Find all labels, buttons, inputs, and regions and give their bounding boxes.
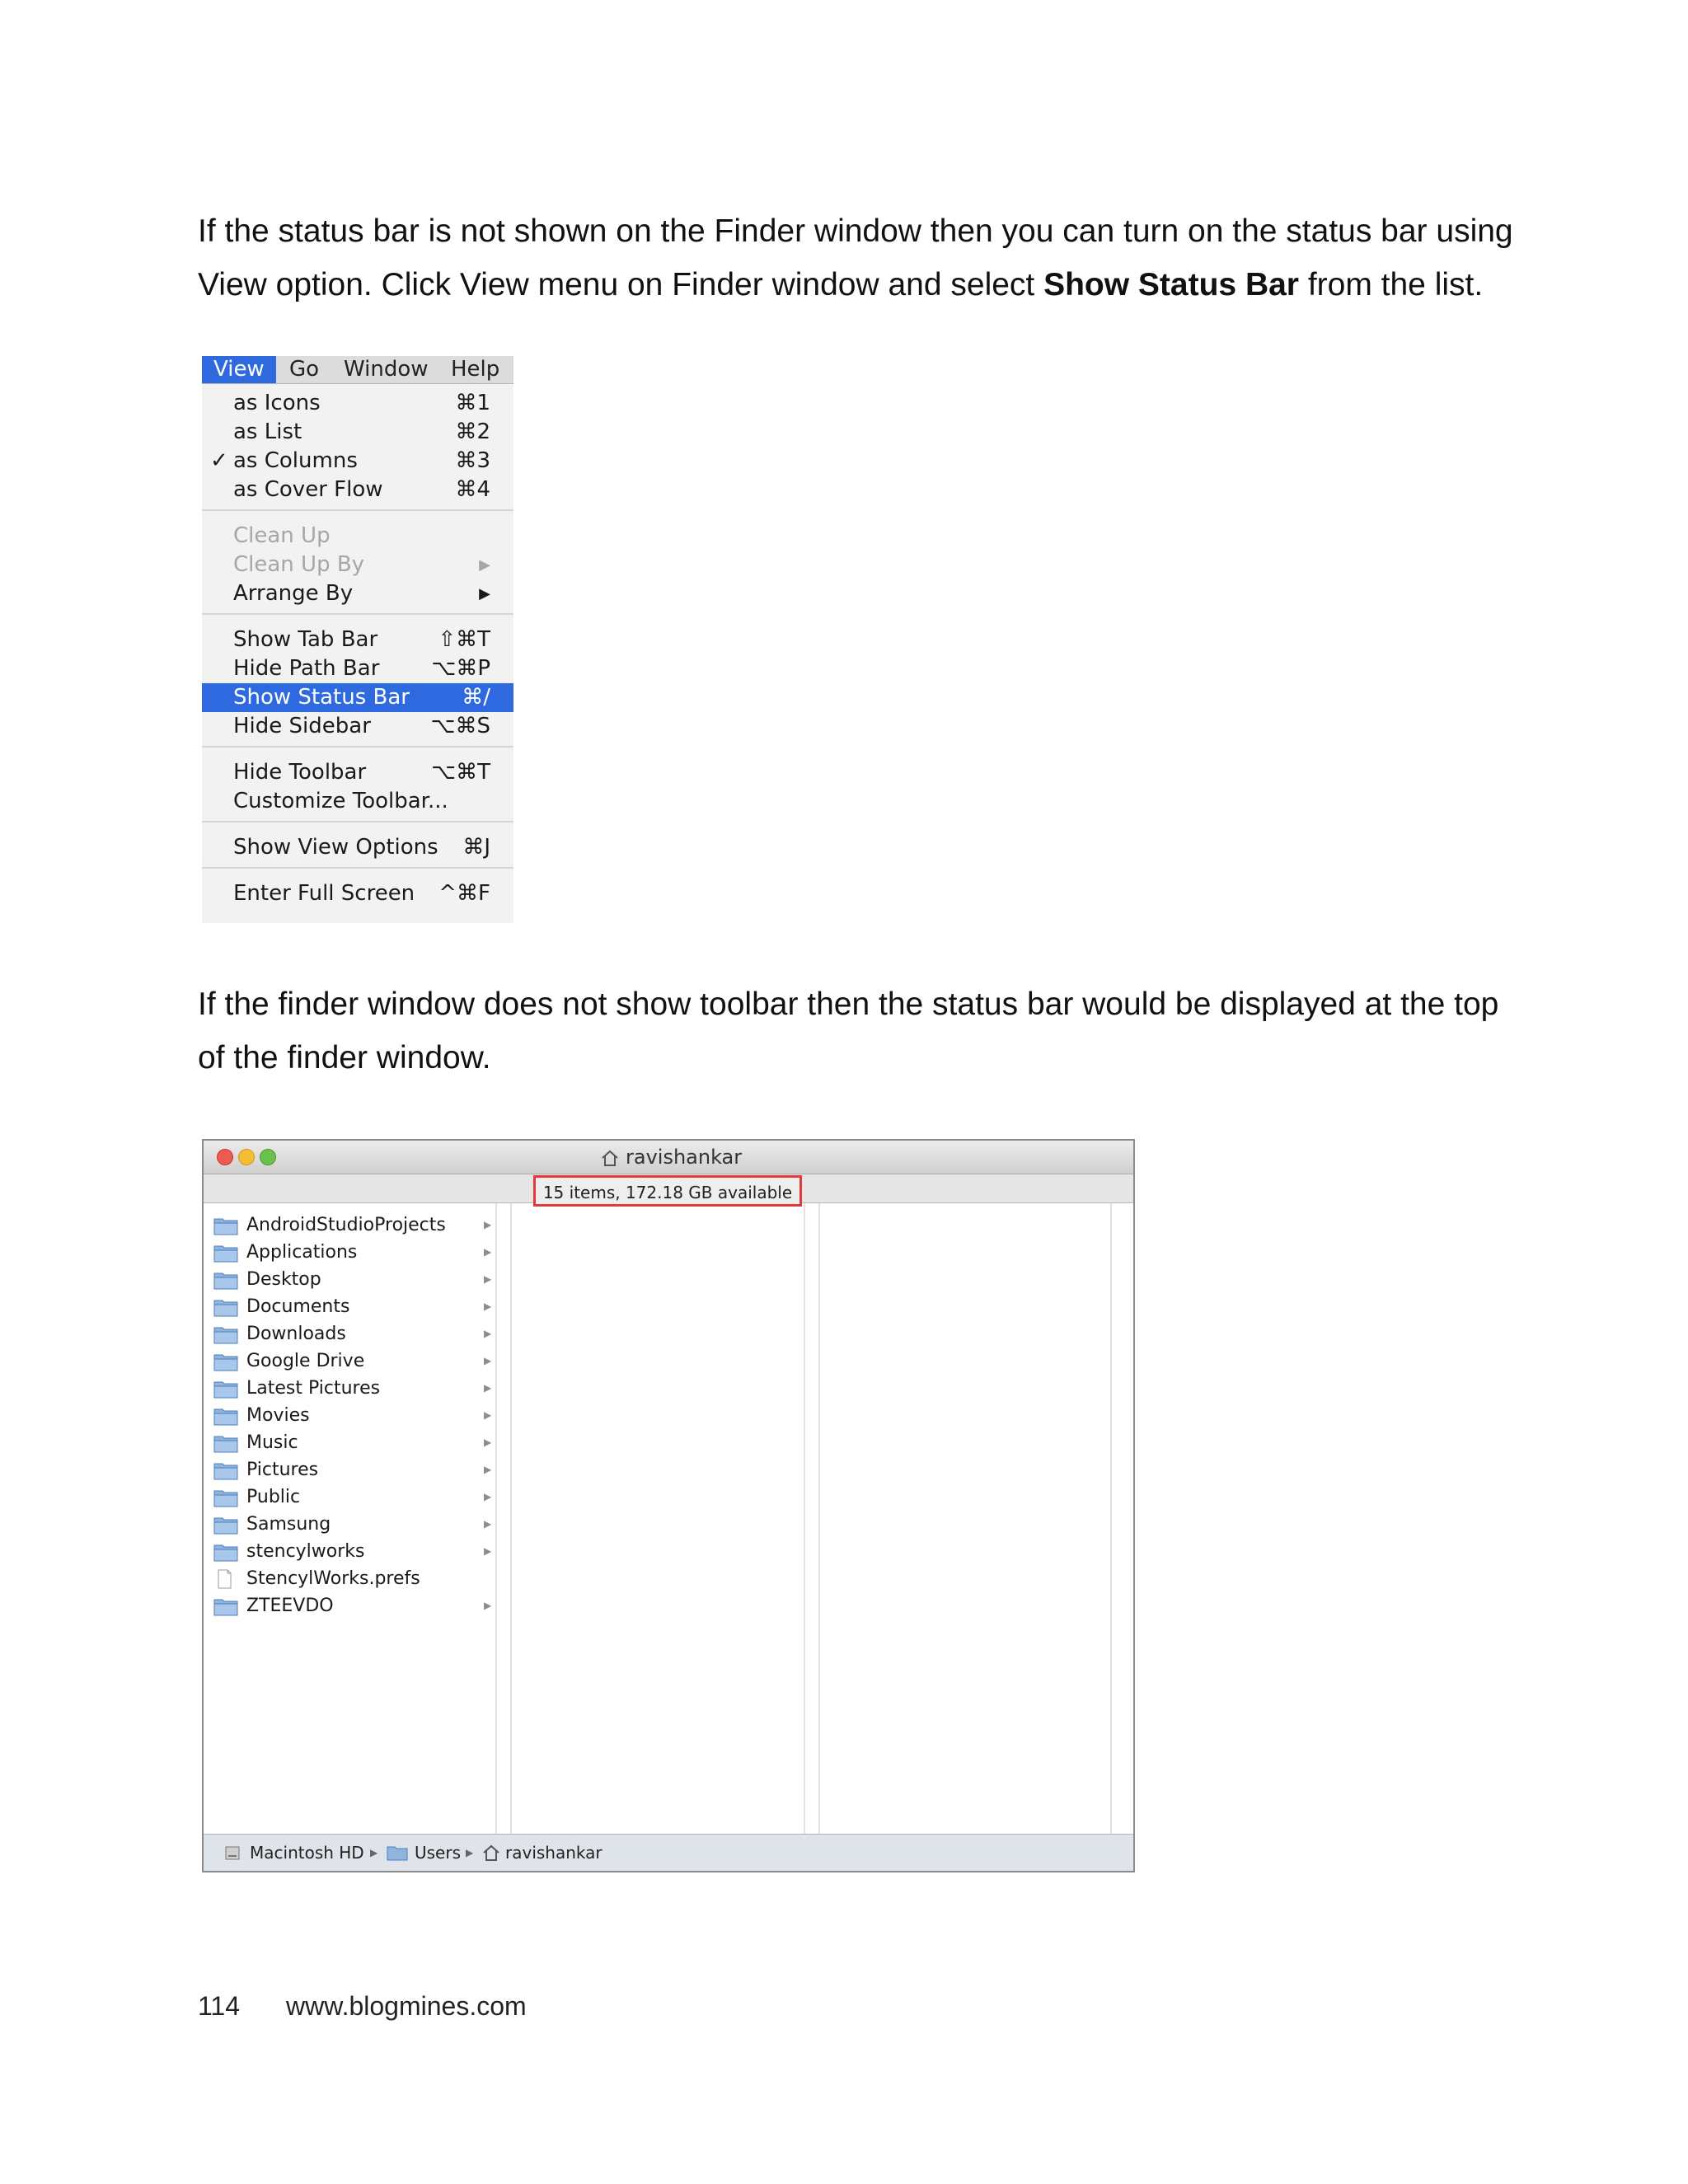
menubar-view[interactable]: View xyxy=(202,356,276,383)
path-segment[interactable]: ravishankar xyxy=(505,1843,603,1863)
intro-text: If the status bar is not shown on the Finder window then you can turn on the status bar using View option. Click View menu on Finder window and select xyxy=(198,213,1513,302)
column-divider[interactable] xyxy=(804,1203,805,1836)
menu-item-shortcut: ⌘3 xyxy=(455,448,490,473)
disclosure-arrow-icon: ▶ xyxy=(484,1328,492,1339)
menu-item-label: Show Tab Bar xyxy=(233,627,378,652)
list-item-name: Applications xyxy=(246,1242,358,1263)
list-item[interactable] xyxy=(213,1347,494,1375)
path-segment[interactable]: Macintosh HD xyxy=(250,1843,364,1863)
menu-item-label: Show View Options xyxy=(233,835,438,860)
list-item-name: StencylWorks.prefs xyxy=(246,1568,420,1589)
list-item[interactable] xyxy=(213,1293,494,1320)
intro-text-end: from the list. xyxy=(1298,267,1484,302)
menu-item-shortcut: ▶ xyxy=(479,556,490,574)
list-item[interactable] xyxy=(213,1538,494,1565)
menu-item-label: as List xyxy=(233,419,302,444)
menu-bar xyxy=(202,356,513,384)
folder-icon xyxy=(213,1596,238,1624)
menu-item-shortcut: ⌘2 xyxy=(455,419,490,444)
minimize-button[interactable] xyxy=(238,1149,255,1165)
list-item[interactable] xyxy=(213,1456,494,1483)
menu-item-show-tab-bar[interactable] xyxy=(202,626,513,654)
menu-item-label: Show Status Bar xyxy=(233,685,410,710)
folder-icon xyxy=(387,1835,408,1871)
page-number: 114 xyxy=(198,1991,241,2021)
menu-item-enter-full-screen[interactable] xyxy=(202,879,513,908)
menu-item-shortcut: ▶ xyxy=(479,585,490,602)
menu-item-label: Clean Up xyxy=(233,523,331,548)
list-item[interactable] xyxy=(213,1511,494,1538)
disk-icon xyxy=(223,1835,241,1871)
column-1 xyxy=(204,1203,495,1836)
column-divider[interactable] xyxy=(495,1203,497,1836)
disclosure-arrow-icon: ▶ xyxy=(484,1518,492,1530)
menu-separator xyxy=(202,613,513,615)
menu-item-as-list[interactable] xyxy=(202,418,513,447)
list-item-name: Samsung xyxy=(246,1514,331,1535)
menu-item-clean-up-by[interactable] xyxy=(202,551,513,579)
disclosure-arrow-icon: ▶ xyxy=(484,1301,492,1312)
path-arrow-icon: ▶ xyxy=(466,1847,474,1858)
disclosure-arrow-icon: ▶ xyxy=(484,1436,492,1448)
menu-separator xyxy=(202,509,513,511)
list-item[interactable] xyxy=(213,1375,494,1402)
disclosure-arrow-icon: ▶ xyxy=(484,1219,492,1230)
path-arrow-icon: ▶ xyxy=(370,1847,378,1858)
site-url: www.blogmines.com xyxy=(286,1991,527,2021)
list-item[interactable] xyxy=(213,1402,494,1429)
menu-item-label: Arrange By xyxy=(233,581,354,606)
menu-item-customize-toolbar[interactable] xyxy=(202,787,513,816)
disclosure-arrow-icon: ▶ xyxy=(484,1491,492,1502)
list-item-name: Public xyxy=(246,1487,301,1507)
menu-item-clean-up[interactable] xyxy=(202,522,513,551)
menu-separator xyxy=(202,746,513,748)
intro-bold: Show Status Bar xyxy=(1043,267,1299,302)
window-title-text: ravishankar xyxy=(626,1146,743,1169)
list-item-name: Movies xyxy=(246,1405,310,1426)
window-title xyxy=(601,1144,742,1170)
close-button[interactable] xyxy=(217,1149,233,1165)
list-item[interactable] xyxy=(213,1592,494,1619)
menu-item-shortcut: ⌥⌘S xyxy=(430,714,490,738)
list-item-name: Desktop xyxy=(246,1269,321,1290)
menu-item-label: Enter Full Screen xyxy=(233,881,415,906)
disclosure-arrow-icon: ▶ xyxy=(484,1545,492,1557)
menu-item-shortcut: ^⌘F xyxy=(438,881,490,906)
list-item-name: Downloads xyxy=(246,1324,346,1344)
menu-item-label: Clean Up By xyxy=(233,552,365,577)
menu-item-shortcut: ⌘/ xyxy=(462,685,490,710)
menu-item-shortcut: ⌘1 xyxy=(455,391,490,415)
menu-item-shortcut: ⌘J xyxy=(462,835,490,860)
list-item-name: Music xyxy=(246,1432,298,1453)
disclosure-arrow-icon: ▶ xyxy=(484,1409,492,1421)
menu-item-arrange-by[interactable] xyxy=(202,579,513,608)
column-divider[interactable] xyxy=(510,1203,512,1836)
page-footer xyxy=(198,1991,573,2022)
home-icon xyxy=(601,1149,619,1167)
menu-item-label: as Columns xyxy=(233,448,358,473)
disclosure-arrow-icon: ▶ xyxy=(484,1355,492,1366)
list-item[interactable] xyxy=(213,1239,494,1266)
column-divider[interactable] xyxy=(818,1203,820,1836)
menubar-go[interactable]: Go xyxy=(289,357,320,382)
intro-paragraph xyxy=(198,204,1533,312)
menu-item-label: Hide Path Bar xyxy=(233,656,380,681)
list-item[interactable] xyxy=(213,1429,494,1456)
menubar-help[interactable]: Help xyxy=(451,357,500,382)
home-icon xyxy=(482,1835,500,1871)
disclosure-arrow-icon: ▶ xyxy=(484,1600,492,1611)
menu-item-label: as Cover Flow xyxy=(233,477,383,502)
menu-item-hide-path-bar[interactable] xyxy=(202,654,513,683)
menu-separator xyxy=(202,867,513,869)
menu-item-show-status-bar[interactable] xyxy=(202,683,513,712)
title-bar xyxy=(204,1141,1133,1174)
menu-item-hide-toolbar[interactable] xyxy=(202,758,513,787)
status-bar-text: 15 items, 172.18 GB available xyxy=(533,1175,802,1207)
list-item-name: Documents xyxy=(246,1296,350,1317)
menu-item-label: Customize Toolbar... xyxy=(233,789,448,813)
menubar-window[interactable]: Window xyxy=(344,357,429,382)
list-item-name: ZTEEVDO xyxy=(246,1596,334,1616)
menu-item-as-columns[interactable] xyxy=(202,447,513,476)
toolbar-paragraph: If the finder window does not show toolbar then the status bar would be displayed at the top of the finder window. xyxy=(198,987,1499,1076)
path-segment[interactable]: Users xyxy=(415,1843,462,1863)
menu-item-shortcut: ⌥⌘P xyxy=(431,656,490,681)
menu-item-shortcut: ⌘4 xyxy=(455,477,490,502)
disclosure-arrow-icon: ▶ xyxy=(484,1382,492,1394)
menu-separator xyxy=(202,821,513,823)
list-item-name: stencylworks xyxy=(246,1541,365,1562)
list-item[interactable] xyxy=(213,1320,494,1347)
path-bar xyxy=(204,1834,1133,1871)
list-item[interactable] xyxy=(213,1565,494,1592)
list-item[interactable] xyxy=(213,1483,494,1511)
menu-item-shortcut: ⇧⌘T xyxy=(438,627,490,652)
list-item[interactable] xyxy=(213,1212,494,1239)
disclosure-arrow-icon: ▶ xyxy=(484,1273,492,1285)
menu-item-as-icons[interactable] xyxy=(202,389,513,418)
menu-item-label: Hide Sidebar xyxy=(233,714,371,738)
column-divider[interactable] xyxy=(1110,1203,1112,1836)
list-item-name: Pictures xyxy=(246,1460,319,1480)
menu-item-hide-sidebar[interactable] xyxy=(202,712,513,741)
list-item[interactable] xyxy=(213,1266,494,1293)
disclosure-arrow-icon: ▶ xyxy=(484,1246,492,1258)
view-menu xyxy=(202,356,513,923)
disclosure-arrow-icon: ▶ xyxy=(484,1464,492,1475)
list-item-name: Latest Pictures xyxy=(246,1378,381,1399)
list-item-name: Google Drive xyxy=(246,1351,365,1371)
zoom-button[interactable] xyxy=(260,1149,276,1165)
menu-item-label: Hide Toolbar xyxy=(233,760,367,785)
menu-item-label: as Icons xyxy=(233,391,321,415)
menu-item-shortcut: ⌥⌘T xyxy=(431,760,490,785)
menu-item-show-view-options[interactable] xyxy=(202,833,513,862)
finder-window xyxy=(202,1139,1135,1872)
menu-item-as-cover-flow[interactable] xyxy=(202,476,513,504)
checkmark-icon: ✓ xyxy=(210,448,228,473)
list-item-name: AndroidStudioProjects xyxy=(246,1215,446,1235)
